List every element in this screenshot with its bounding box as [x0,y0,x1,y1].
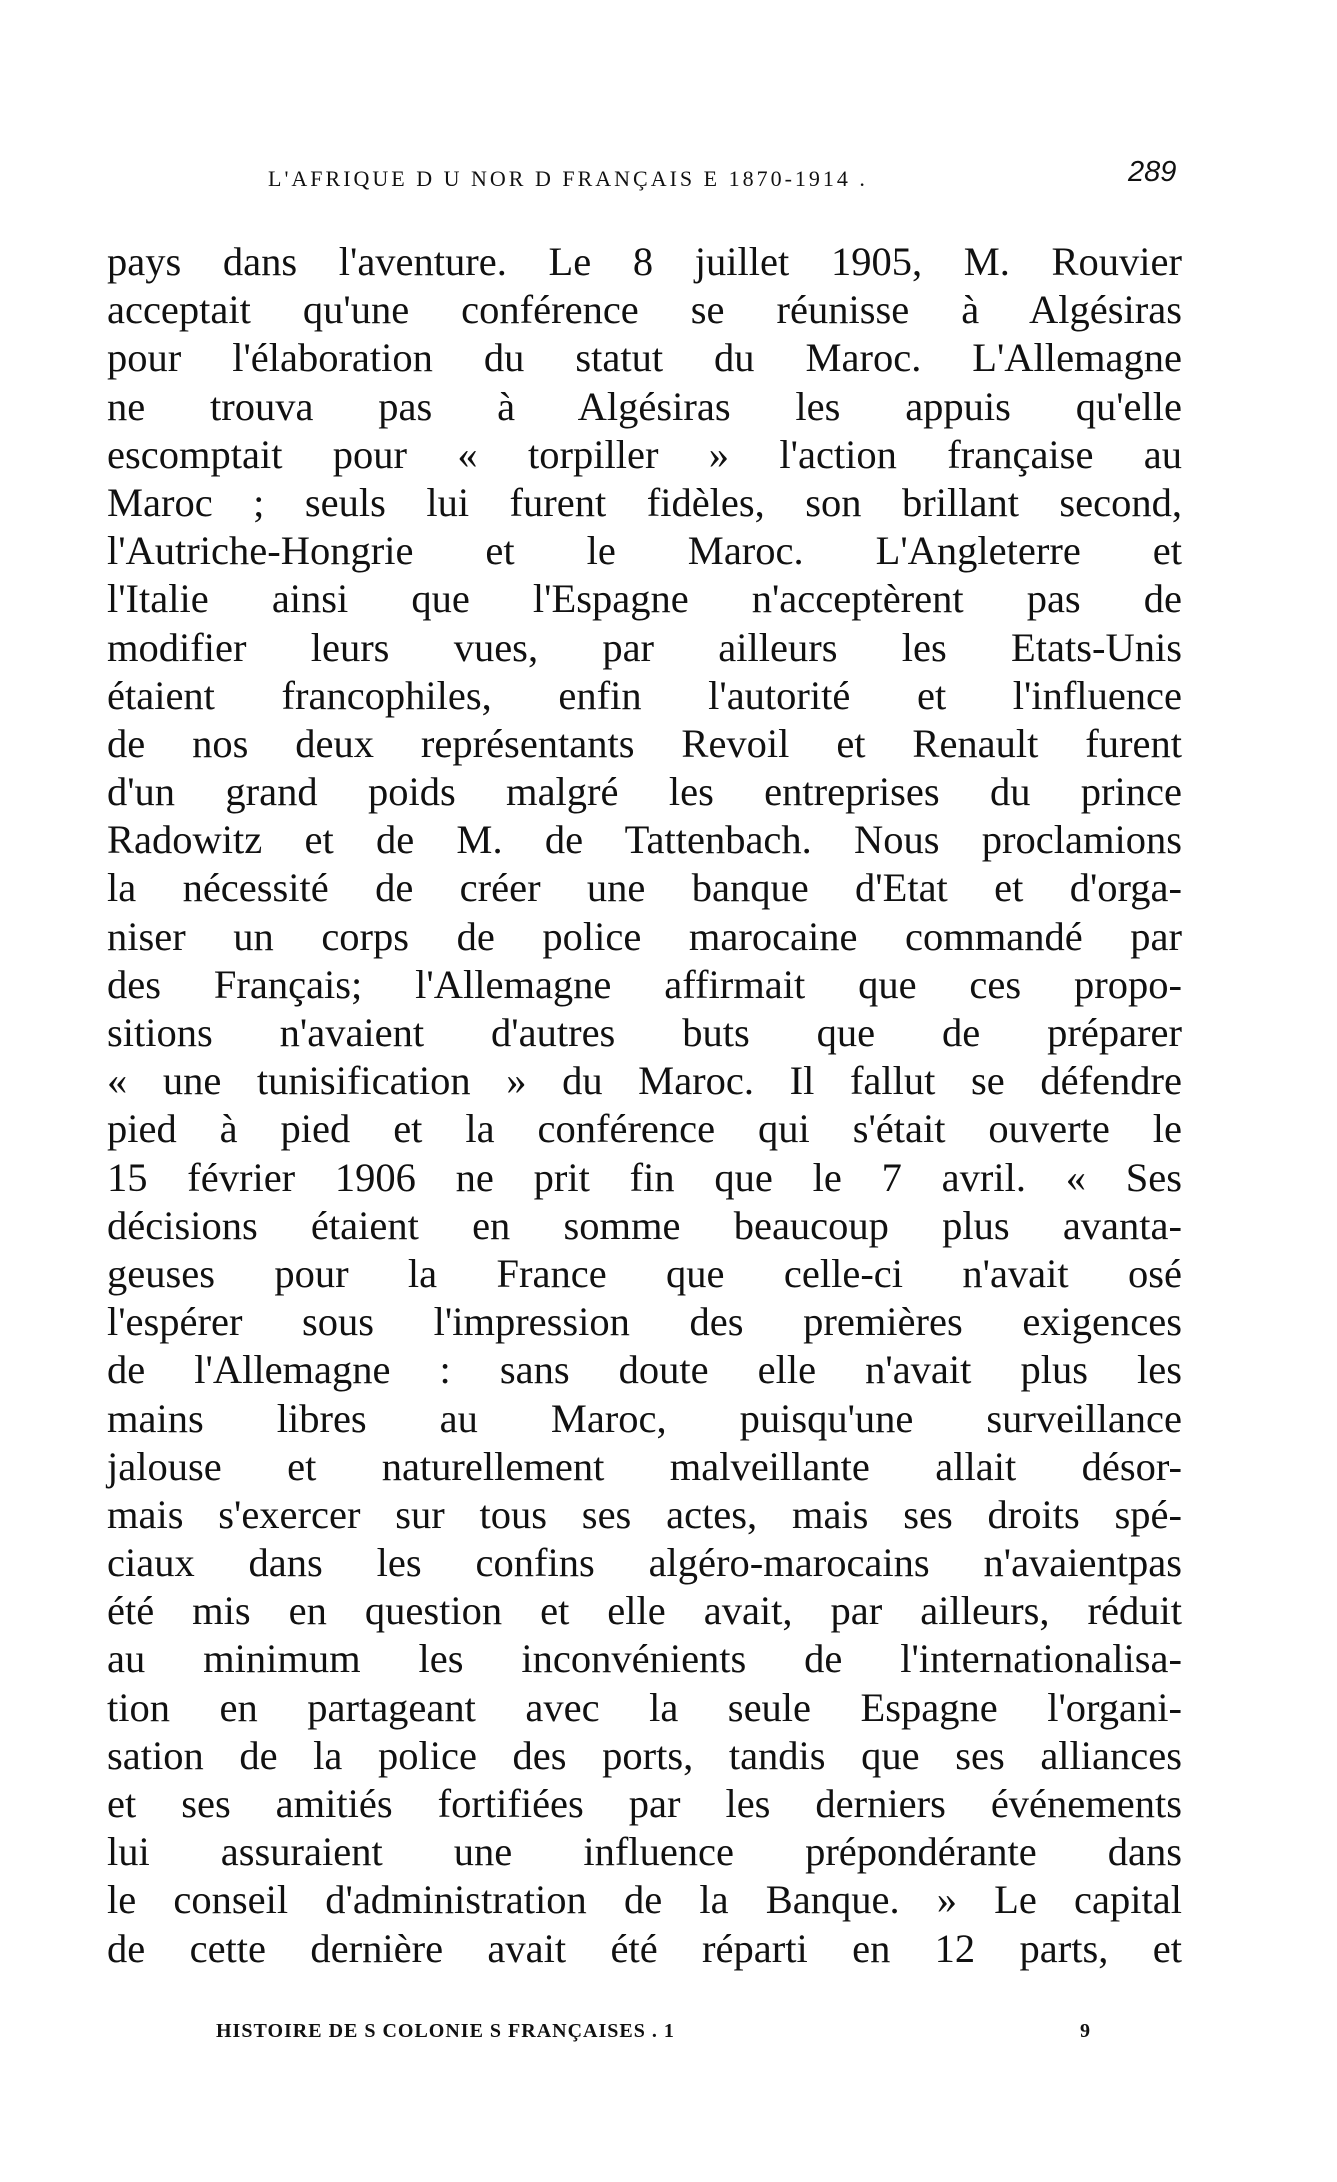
text-line: d'un grand poids malgré les entreprises du prince [107,769,1182,815]
text-line: de l'Allemagne : sans doute elle n'avait plus les [107,1347,1182,1393]
text-line: Radowitz et de M. de Tattenbach. Nous proclamions [107,817,1182,863]
text-line: pour l'élaboration du statut du Maroc. L'Allemagne [107,335,1182,381]
text-line: de cette dernière avait été réparti en 12 parts, et [107,1925,1182,1971]
text-line: le conseil d'administration de la Banque. » Le capital [107,1877,1182,1923]
text-line: l'Italie ainsi que l'Espagne n'acceptèrent pas de [107,576,1182,622]
text-line: geuses pour la France que celle-ci n'avait osé [107,1250,1182,1296]
text-line: sitions n'avaient d'autres buts que de préparer [107,1010,1182,1055]
text-line: été mis en question et elle avait, par ailleurs, réduit [107,1588,1182,1634]
text-line: sation de la police des ports, tandis que ses alliances [107,1732,1182,1778]
text-line: et ses amitiés fortifiées par les derniers événements [107,1781,1182,1826]
text-line: Maroc ; seuls lui furent fidèles, son brillant second, [107,479,1182,525]
text-line: décisions étaient en somme beaucoup plus avanta- [107,1202,1182,1248]
text-line: 15 février 1906 ne prit fin que le 7 avril. « Ses [107,1154,1182,1200]
text-line: des Français; l'Allemagne affirmait que ces propo- [107,961,1182,1007]
text-line: pays dans l'aventure. Le 8 juillet 1905, M. Rouvier [107,239,1182,284]
text-line: acceptait qu'une conférence se réunisse à Algésiras [107,287,1182,333]
footer-signature: HISTOIRE DE S COLONIE S FRANÇAISES . 1 [216,2020,675,2042]
text-line: au minimum les inconvénients de l'internationalisa- [107,1636,1182,1682]
text-line: jalouse et naturellement malveillante allait désor- [107,1443,1182,1489]
text-line: de nos deux représentants Revoil et Renault furent [107,720,1182,766]
page-number: 289 [1128,156,1177,188]
text-line: modifier leurs vues, par ailleurs les Etats-Unis [107,624,1182,670]
body-text [107,238,1182,1973]
text-line: étaient francophiles, enfin l'autorité et l'influence [107,672,1182,718]
text-line: mais s'exercer sur tous ses actes, mais ses droits spé- [107,1491,1182,1537]
text-line: la nécessité de créer une banque d'Etat et d'orga- [107,865,1182,911]
running-head: L'AFRIQUE D U NOR D FRANÇAIS E 1870-1914 . [268,166,868,191]
text-line: « une tunisification » du Maroc. Il fallut se défendre [107,1058,1182,1104]
text-line: l'Autriche-Hongrie et le Maroc. L'Angleterre et [107,528,1182,574]
text-line: escomptait pour « torpiller » l'action française au [107,431,1182,477]
text-line: mains libres au Maroc, puisqu'une surveillance [107,1395,1182,1441]
footer-signature-mark: 9 [1080,2020,1090,2042]
text-line: niser un corps de police marocaine commandé par [107,913,1182,959]
text-line: pied à pied et la conférence qui s'était ouverte le [107,1106,1182,1152]
text-line: ne trouva pas à Algésiras les appuis qu'elle [107,383,1182,429]
text-line: l'espérer sous l'impression des premières exigences [107,1299,1182,1345]
text-line: ciaux dans les confins algéro-marocains n'avaientpas [107,1540,1182,1586]
text-line: lui assuraient une influence prépondérante dans [107,1829,1182,1875]
text-line: tion en partageant avec la seule Espagne l'organi- [107,1684,1182,1730]
